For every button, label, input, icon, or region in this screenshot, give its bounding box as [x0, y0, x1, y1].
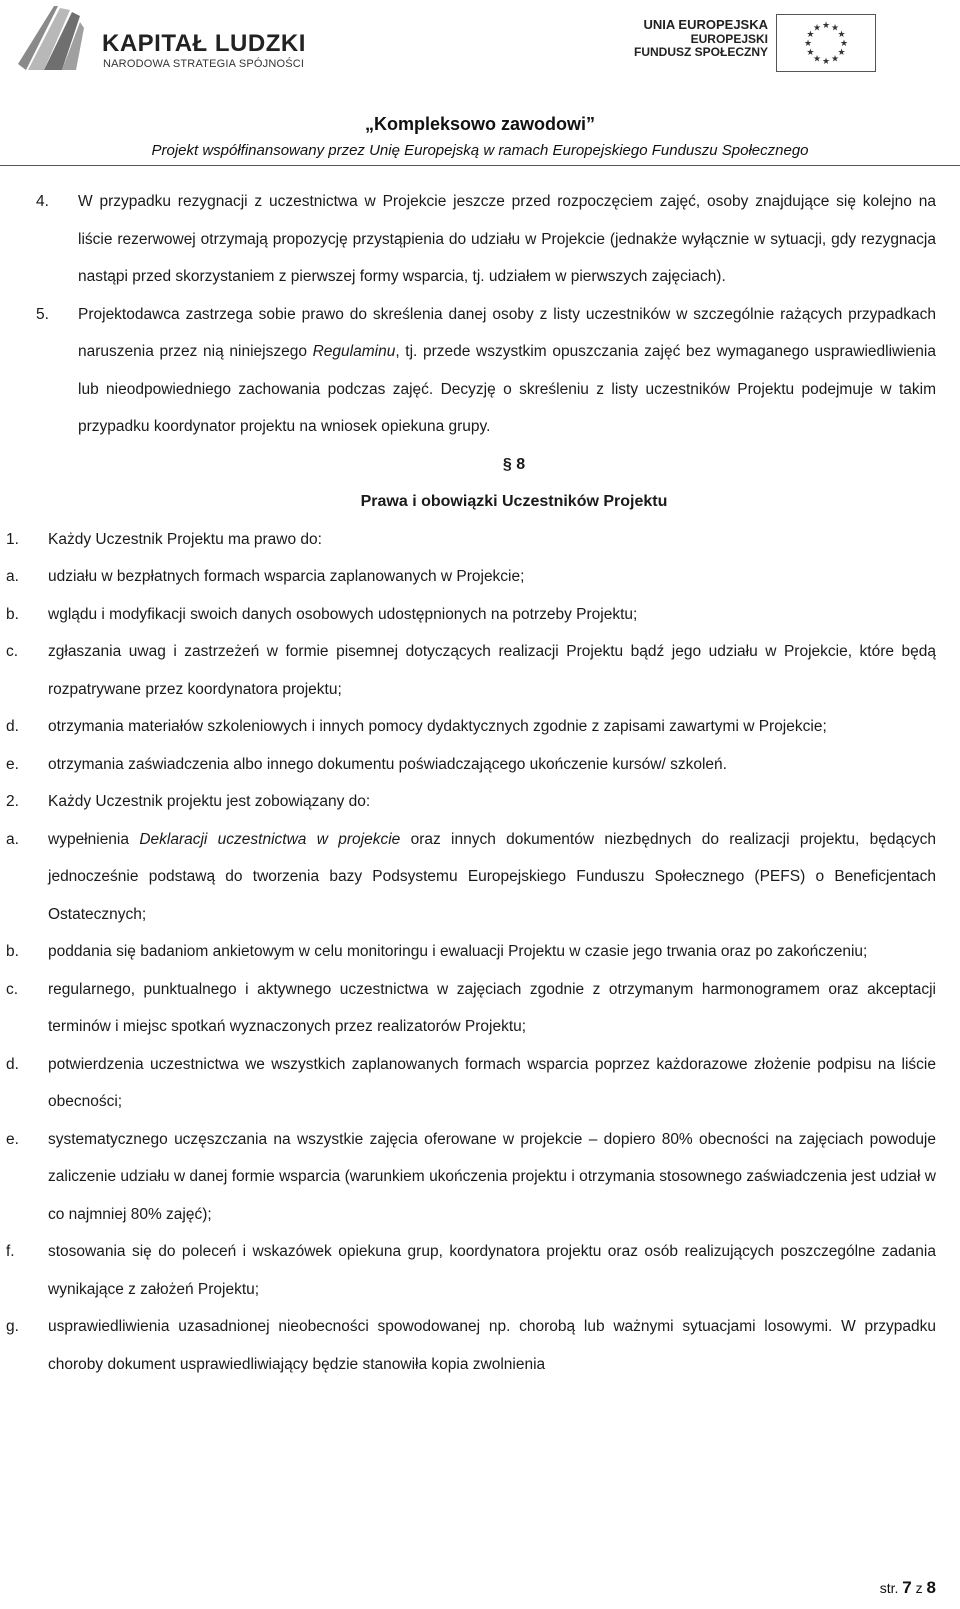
- list-label: b.: [6, 943, 19, 960]
- eu-fund-text: [600, 18, 768, 59]
- list-item: [0, 933, 960, 971]
- rights-heading: [0, 521, 960, 559]
- duties-heading-text: Każdy Uczestnik projektu jest zobowiązany do:: [48, 793, 371, 810]
- paragraph-number: 5.: [36, 305, 49, 323]
- list-item: [0, 596, 960, 634]
- eu-star-icon: ★: [812, 22, 822, 33]
- eu-line-2: EUROPEJSKI: [690, 32, 768, 46]
- list-item-text: udziału w bezpłatnych formach wsparcia zaplanowanych w Projekcie;: [48, 568, 525, 585]
- duties-heading: [0, 783, 960, 821]
- eu-star-icon: ★: [803, 38, 813, 48]
- list-label: e.: [6, 1130, 19, 1148]
- paragraph-4: [0, 183, 960, 296]
- list-item-text: regularnego, punktualnego i aktywnego uczestnictwa w zajęciach zgodnie z otrzymanym harmonogramem oraz akceptacji terminów i miejsc spotkań wyznaczonych przez realizatorów Projektu;: [48, 980, 936, 1035]
- list-item-text: otrzymania zaświadczenia albo innego dokumentu poświadczającego ukończenie kursów/ szkoleń.: [48, 755, 727, 773]
- eu-fund-logo: [600, 14, 890, 72]
- project-title: „Kompleksowo zawodowi”: [364, 114, 596, 134]
- kapital-ludzki-logo: [14, 4, 334, 74]
- list-item: [0, 1233, 960, 1308]
- list-label: g.: [6, 1318, 19, 1335]
- list-item-text: wglądu i modyfikacji swoich danych osobowych udostępnionych na potrzeby Projektu;: [48, 605, 638, 623]
- paragraph-5: [0, 296, 960, 446]
- list-item-text: poddania się badaniom ankietowym w celu monitoringu i ewaluacji Projektu w czasie jego trwania oraz po zakończeniu;: [48, 943, 868, 960]
- rights-list: [0, 558, 960, 783]
- rights-heading-text: Każdy Uczestnik Projektu ma prawo do:: [48, 530, 322, 548]
- page-separator: z: [911, 1580, 927, 1596]
- list-label: d.: [6, 718, 19, 735]
- list-item: [0, 1121, 960, 1234]
- list-label: c.: [6, 643, 19, 660]
- section-title: Prawa i obowiązki Uczestników Projektu: [360, 493, 668, 510]
- eu-star-icon: ★: [837, 47, 846, 57]
- list-label: d.: [6, 1055, 19, 1073]
- eu-star-icon: ★: [821, 20, 831, 30]
- eu-flag-icon: [776, 14, 876, 72]
- page-number: [880, 1578, 936, 1598]
- eu-star-icon: ★: [812, 53, 822, 64]
- list-label: a.: [6, 568, 19, 585]
- eu-star-icon: ★: [821, 56, 831, 66]
- list-number: 1.: [6, 530, 19, 548]
- list-item-text: stosowania się do poleceń i wskazówek opiekuna grup, koordynatora projektu oraz osób realizujących poszczególne zadania wynikające z założeń Projektu;: [48, 1243, 936, 1298]
- paragraph-text: W przypadku rezygnacji z uczestnictwa w Projekcie jeszcze przed rozpoczęciem zajęć, osoby znajdujące się kolejno na liście rezerwowej otrzymają propozycję przystąpienia do udziału w Projekcie (jednakże wyłącznie w sytuacji, gdy rezygnacja nastąpi przed skorzystaniem z pierwszej formy wsparcia, tj. udziałem w pierwszych zajęciach).: [78, 193, 936, 285]
- list-item: [0, 1308, 960, 1383]
- eu-star-icon: ★: [839, 38, 849, 48]
- list-label: b.: [6, 605, 19, 623]
- project-subtitle: Projekt współfinansowany przez Unię Europejską w ramach Europejskiego Funduszu Społecznego: [151, 142, 809, 159]
- list-item-text-cont: oraz innych dokumentów niezbędnych do realizacji projektu, będących jednocześnie podstawą do tworzenia bazy Podsystemu Europejskiego Funduszu Społecznego (PEFS) o Beneficjentach Ostatecznych;: [48, 830, 936, 923]
- declaration-term: Deklaracji uczestnictwa w projekcie: [139, 830, 401, 848]
- eu-star-icon: ★: [806, 29, 815, 39]
- regulamin-term: Regulaminu: [312, 343, 396, 360]
- eu-line-1: UNIA EUROPEJSKA: [643, 17, 768, 32]
- header-divider: [0, 165, 960, 166]
- list-item: [0, 971, 960, 1046]
- eu-star-icon: ★: [830, 53, 840, 64]
- kapital-ludzki-title: KAPITAŁ LUDZKI: [102, 30, 306, 57]
- duties-list: [0, 933, 960, 1383]
- list-item: [0, 821, 960, 934]
- list-label: e.: [6, 755, 19, 773]
- eu-star-icon: ★: [837, 29, 846, 39]
- list-item-text: otrzymania materiałów szkoleniowych i innych pomocy dydaktycznych zgodnie z zapisami zawartymi w Projekcie;: [48, 718, 827, 735]
- list-item-text: wypełnienia: [48, 830, 140, 848]
- section-number: § 8: [502, 455, 526, 473]
- page-prefix: str.: [879, 1580, 903, 1596]
- list-item: [0, 746, 960, 784]
- page-header: [0, 0, 960, 170]
- list-number: 2.: [6, 793, 19, 810]
- document-body: [0, 183, 960, 1383]
- paragraph-number: 4.: [36, 193, 49, 210]
- list-item: [0, 708, 960, 746]
- eu-stars-icon: [777, 15, 875, 71]
- eu-star-icon: ★: [830, 22, 840, 33]
- list-item-text: systematycznego uczęszczania na wszystkie zajęcia oferowane w projekcie – dopiero 80% obecności na zajęciach powoduje zaliczenie udziału w danej formie wsparcia (warunkiem ukończenia projektu i otrzymania stosownego zaświadczenia jest udział w co najmniej 80% zajęć);: [48, 1130, 936, 1223]
- kapital-ludzki-subtitle: NARODOWA STRATEGIA SPÓJNOŚCI: [103, 58, 305, 70]
- paragraph-text-cont: , tj. przede wszystkim opuszczania zajęć bez wymaganego usprawiedliwienia lub nieodpowiedniego zachowania podczas zajęć. Decyzję o skreśleniu z listy uczestników Projektu podejmuje w takim przypadku koordynator projektu na wniosek opiekuna grupy.: [78, 343, 936, 435]
- list-item-text: potwierdzenia uczestnictwa we wszystkich zaplanowanych formach wsparcia poprzez każdorazowe złożenie podpisu na liście obecności;: [48, 1055, 936, 1110]
- list-item: [0, 558, 960, 596]
- eu-star-icon: ★: [806, 47, 815, 57]
- paragraph-text: Projektodawca zastrzega sobie prawo do skreślenia danej osoby z listy uczestników w szczególnie rażących przypadkach naruszenia przez nią niniejszego: [78, 305, 936, 360]
- list-label: a.: [6, 830, 19, 848]
- eu-line-3: FUNDUSZ SPOŁECZNY: [633, 45, 768, 59]
- list-item-text: zgłaszania uwag i zastrzeżeń w formie pisemnej dotyczących realizacji Projektu bądź jego udziału w Projekcie, które będą rozpatrywane przez koordynatora projektu;: [48, 643, 936, 698]
- list-label: c.: [6, 980, 19, 998]
- page-total: 8: [926, 1578, 936, 1597]
- list-item-text: usprawiedliwienia uzasadnionej nieobecności spowodowanej np. chorobą lub ważnymi sytuacjami losowymi. W przypadku choroby dokument usprawiedliwiający będzie stanowiła kopia zwolnienia: [48, 1318, 936, 1373]
- kapital-ludzki-emblem-icon: [14, 4, 86, 74]
- list-item: [0, 633, 960, 708]
- list-label: f.: [6, 1243, 15, 1260]
- page-current: 7: [902, 1578, 912, 1597]
- list-item: [0, 1046, 960, 1121]
